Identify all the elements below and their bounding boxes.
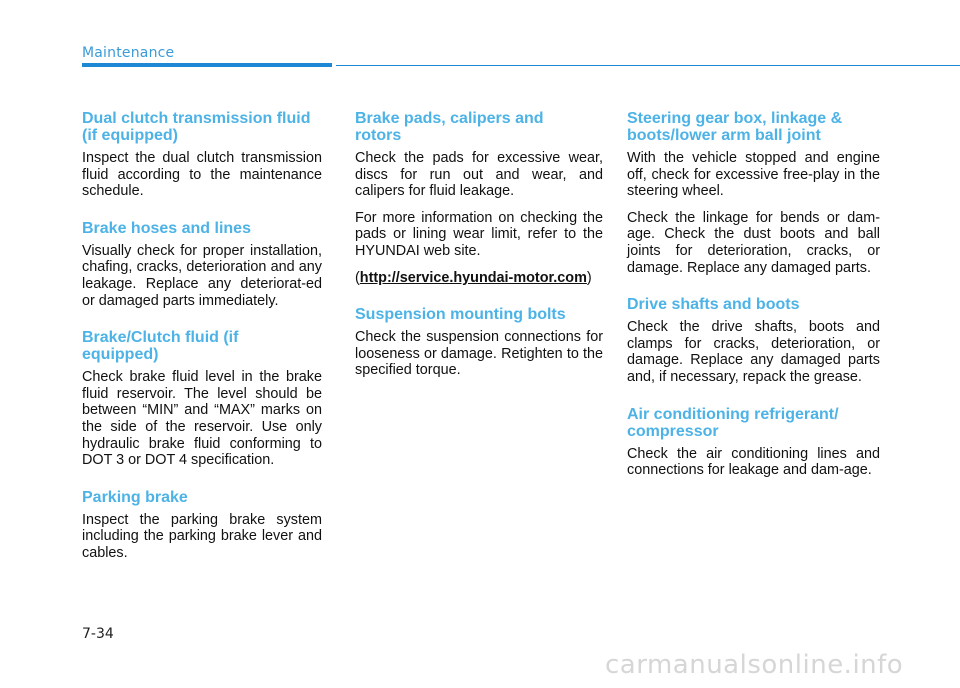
section-brake-pads [355,110,603,286]
section-text: Check the drive shafts, boots and clamps for cracks, deterioration, or damage. Replace any damaged parts and, if necessary, repack the grease. [627,319,880,385]
header-rule-thin [336,65,960,66]
section-text: Inspect the dual clutch transmission fluid according to the maintenance schedule. [82,150,322,200]
section-heading: Parking brake [82,488,188,506]
section-text: Check the air conditioning lines and connections for leakage and dam-age. [627,445,880,479]
section-text: Check brake fluid level in the brake fluid reservoir. The level should be between “MIN” and “MAX” marks on the side of the reservoir. Use only hydraulic brake fluid conforming to DOT 3 or DOT 4 specification. [82,369,322,469]
page-number: 7-34 [82,626,114,642]
section-heading: Brake hoses and lines [82,219,251,237]
hyundai-service-link[interactable]: http://service.hyundai-motor.com [359,269,587,286]
section-text: Inspect the parking brake system including the parking brake lever and cables. [82,511,322,561]
section-heading: Brake pads, calipers and rotors [355,110,544,144]
section-suspension-bolts [355,306,603,379]
section-brake-hoses [82,220,322,309]
section-dual-clutch-fluid [82,110,322,200]
section-text: Check the pads for excessive wear, discs for run out and wear, and calipers for fluid leakage. [355,150,603,200]
section-heading: Drive shafts and boots [627,296,800,314]
section-text: Check the suspension connections for looseness or damage. Retighten to the specified torque. [355,329,603,379]
link-paragraph: (http://service.hyundai-motor.com) [355,269,592,286]
section-brake-clutch-fluid [82,329,322,469]
section-text: For more information on checking the pads or lining wear limit, refer to the HYUNDAI web site. [355,209,603,259]
section-text: Visually check for proper installation, chafing, cracks, deterioration and any leakage. Replace any deteriorat-ed or damaged parts immediately. [82,242,322,309]
section-heading: Suspension mounting bolts [355,306,566,324]
section-steering-gear [627,110,880,276]
column-1 [82,110,322,582]
header-rule-thick [82,63,332,67]
section-drive-shafts [627,296,880,385]
section-heading: Brake/Clutch fluid (if equipped) [82,329,239,364]
section-text: Check the linkage for bends or dam-age. Check the dust boots and ball joints for deterioration, cracks, or damage. Replace any damaged parts. [627,209,880,276]
section-air-conditioning [627,406,880,479]
column-3 [627,110,880,499]
section-heading: Dual clutch transmission fluid (if equipped) [82,110,311,144]
column-2 [355,110,603,399]
section-parking-brake [82,489,322,562]
section-text: With the vehicle stopped and engine off, check for excessive free-play in the steering wheel. [627,150,880,200]
watermark: carmanualsonline.info [605,650,904,680]
section-label: Maintenance [82,45,175,61]
section-heading: Air conditioning refrigerant/ compressor [627,405,839,440]
section-heading: Steering gear box, linkage & boots/lower arm ball joint [627,110,843,144]
